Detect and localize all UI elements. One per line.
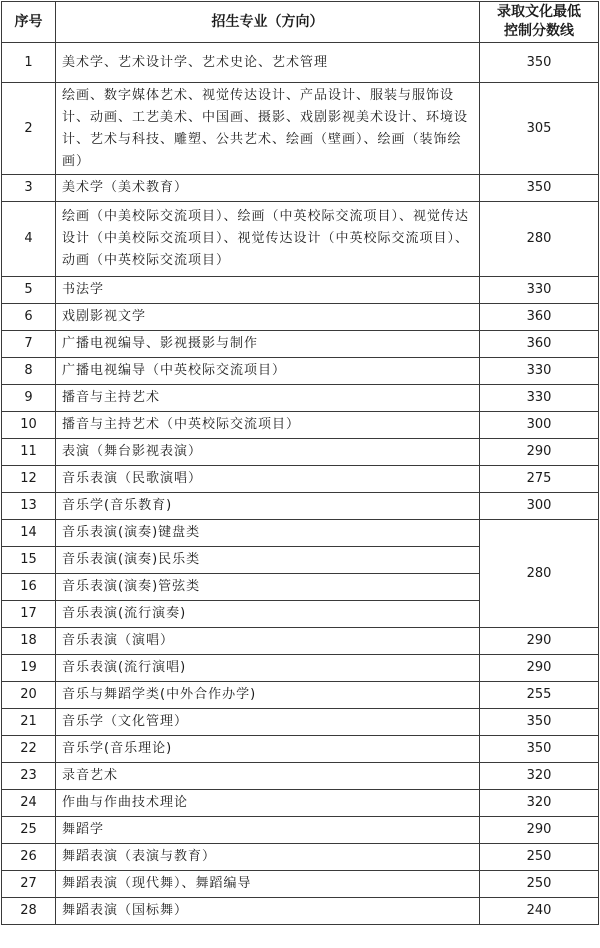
table-row bbox=[2, 844, 599, 871]
row-score: 255 bbox=[480, 682, 599, 709]
table-row bbox=[2, 331, 599, 358]
row-num: 3 bbox=[2, 175, 56, 202]
header-score-line2: 控制分数线 bbox=[504, 23, 574, 39]
row-num: 14 bbox=[2, 520, 56, 547]
row-num: 28 bbox=[2, 898, 56, 925]
row-num: 4 bbox=[2, 202, 56, 277]
row-num: 15 bbox=[2, 547, 56, 574]
row-major: 音乐表演(演奏)管弦类 bbox=[56, 574, 480, 601]
table-row bbox=[2, 43, 599, 83]
row-score: 290 bbox=[480, 655, 599, 682]
row-major: 舞蹈表演（国标舞） bbox=[56, 898, 480, 925]
row-major: 音乐学（文化管理） bbox=[56, 709, 480, 736]
table-row bbox=[2, 466, 599, 493]
table-row bbox=[2, 520, 599, 547]
row-num: 8 bbox=[2, 358, 56, 385]
row-num: 10 bbox=[2, 412, 56, 439]
row-score: 320 bbox=[480, 790, 599, 817]
table-row bbox=[2, 83, 599, 175]
row-num: 24 bbox=[2, 790, 56, 817]
row-major: 播音与主持艺术（中英校际交流项目） bbox=[56, 412, 480, 439]
row-major: 绘画（中美校际交流项目）、绘画（中英校际交流项目）、视觉传达设计（中美校际交流项目）、视觉传达设计（中英校际交流项目）、动画（中英校际交流项目） bbox=[56, 202, 480, 277]
row-score: 360 bbox=[480, 304, 599, 331]
row-major: 音乐表演（演唱） bbox=[56, 628, 480, 655]
table-row bbox=[2, 871, 599, 898]
row-score: 290 bbox=[480, 628, 599, 655]
row-score: 350 bbox=[480, 43, 599, 83]
table-row bbox=[2, 412, 599, 439]
row-major: 书法学 bbox=[56, 277, 480, 304]
row-num: 7 bbox=[2, 331, 56, 358]
table-row bbox=[2, 898, 599, 925]
row-major: 录音艺术 bbox=[56, 763, 480, 790]
table-row bbox=[2, 790, 599, 817]
table-row bbox=[2, 817, 599, 844]
row-major: 广播电视编导、影视摄影与制作 bbox=[56, 331, 480, 358]
row-num: 21 bbox=[2, 709, 56, 736]
row-major: 绘画、数字媒体艺术、视觉传达设计、产品设计、服装与服饰设计、动画、工艺美术、中国画、摄影、戏剧影视美术设计、环境设计、艺术与科技、雕塑、公共艺术、绘画（壁画）、绘画（装饰绘画） bbox=[56, 83, 480, 175]
row-major: 播音与主持艺术 bbox=[56, 385, 480, 412]
row-score: 360 bbox=[480, 331, 599, 358]
row-num: 11 bbox=[2, 439, 56, 466]
row-score: 275 bbox=[480, 466, 599, 493]
row-score: 300 bbox=[480, 493, 599, 520]
header-score bbox=[480, 2, 599, 43]
row-score: 290 bbox=[480, 439, 599, 466]
row-score: 305 bbox=[480, 83, 599, 175]
row-score: 290 bbox=[480, 817, 599, 844]
row-num: 23 bbox=[2, 763, 56, 790]
row-num: 27 bbox=[2, 871, 56, 898]
row-num: 16 bbox=[2, 574, 56, 601]
row-major: 戏剧影视文学 bbox=[56, 304, 480, 331]
table-row bbox=[2, 358, 599, 385]
row-num: 12 bbox=[2, 466, 56, 493]
table-row bbox=[2, 304, 599, 331]
row-num: 13 bbox=[2, 493, 56, 520]
row-num: 19 bbox=[2, 655, 56, 682]
table-row bbox=[2, 682, 599, 709]
row-score: 250 bbox=[480, 844, 599, 871]
row-score: 350 bbox=[480, 709, 599, 736]
table-row bbox=[2, 655, 599, 682]
table-row bbox=[2, 175, 599, 202]
table-row bbox=[2, 628, 599, 655]
header-num: 序号 bbox=[2, 2, 56, 43]
table-row bbox=[2, 736, 599, 763]
table-row bbox=[2, 763, 599, 790]
row-num: 1 bbox=[2, 43, 56, 83]
row-score: 330 bbox=[480, 358, 599, 385]
row-major: 音乐表演(演奏)民乐类 bbox=[56, 547, 480, 574]
row-score: 320 bbox=[480, 763, 599, 790]
row-major: 广播电视编导（中英校际交流项目） bbox=[56, 358, 480, 385]
row-score: 350 bbox=[480, 175, 599, 202]
row-num: 5 bbox=[2, 277, 56, 304]
row-num: 26 bbox=[2, 844, 56, 871]
row-num: 18 bbox=[2, 628, 56, 655]
row-score: 330 bbox=[480, 277, 599, 304]
row-major: 音乐表演(流行演奏) bbox=[56, 601, 480, 628]
row-num: 2 bbox=[2, 83, 56, 175]
row-major: 舞蹈学 bbox=[56, 817, 480, 844]
row-score: 250 bbox=[480, 871, 599, 898]
row-num: 25 bbox=[2, 817, 56, 844]
row-major: 音乐表演(流行演唱) bbox=[56, 655, 480, 682]
row-num: 20 bbox=[2, 682, 56, 709]
row-major: 美术学、艺术设计学、艺术史论、艺术管理 bbox=[56, 43, 480, 83]
row-major: 表演（舞台影视表演） bbox=[56, 439, 480, 466]
row-num: 9 bbox=[2, 385, 56, 412]
row-major: 音乐表演(演奏)键盘类 bbox=[56, 520, 480, 547]
row-major: 音乐与舞蹈学类(中外合作办学) bbox=[56, 682, 480, 709]
row-major: 音乐学(音乐理论) bbox=[56, 736, 480, 763]
row-score: 280 bbox=[480, 202, 599, 277]
row-major: 音乐学(音乐教育) bbox=[56, 493, 480, 520]
table-row bbox=[2, 277, 599, 304]
row-num: 17 bbox=[2, 601, 56, 628]
table-header-row bbox=[2, 2, 599, 43]
row-num: 6 bbox=[2, 304, 56, 331]
row-score-merged: 280 bbox=[480, 520, 599, 628]
header-major: 招生专业（方向） bbox=[56, 2, 480, 43]
row-score: 240 bbox=[480, 898, 599, 925]
header-score-line1: 录取文化最低 bbox=[497, 4, 581, 20]
row-num: 22 bbox=[2, 736, 56, 763]
admission-score-table bbox=[1, 1, 599, 925]
row-major: 舞蹈表演（现代舞）、舞蹈编导 bbox=[56, 871, 480, 898]
table-row bbox=[2, 202, 599, 277]
table-row bbox=[2, 709, 599, 736]
table-row bbox=[2, 493, 599, 520]
row-major: 作曲与作曲技术理论 bbox=[56, 790, 480, 817]
row-major: 音乐表演（民歌演唱） bbox=[56, 466, 480, 493]
row-score: 330 bbox=[480, 385, 599, 412]
table-row bbox=[2, 439, 599, 466]
row-score: 300 bbox=[480, 412, 599, 439]
table-row bbox=[2, 385, 599, 412]
row-major: 美术学（美术教育） bbox=[56, 175, 480, 202]
row-score: 350 bbox=[480, 736, 599, 763]
row-major: 舞蹈表演（表演与教育） bbox=[56, 844, 480, 871]
